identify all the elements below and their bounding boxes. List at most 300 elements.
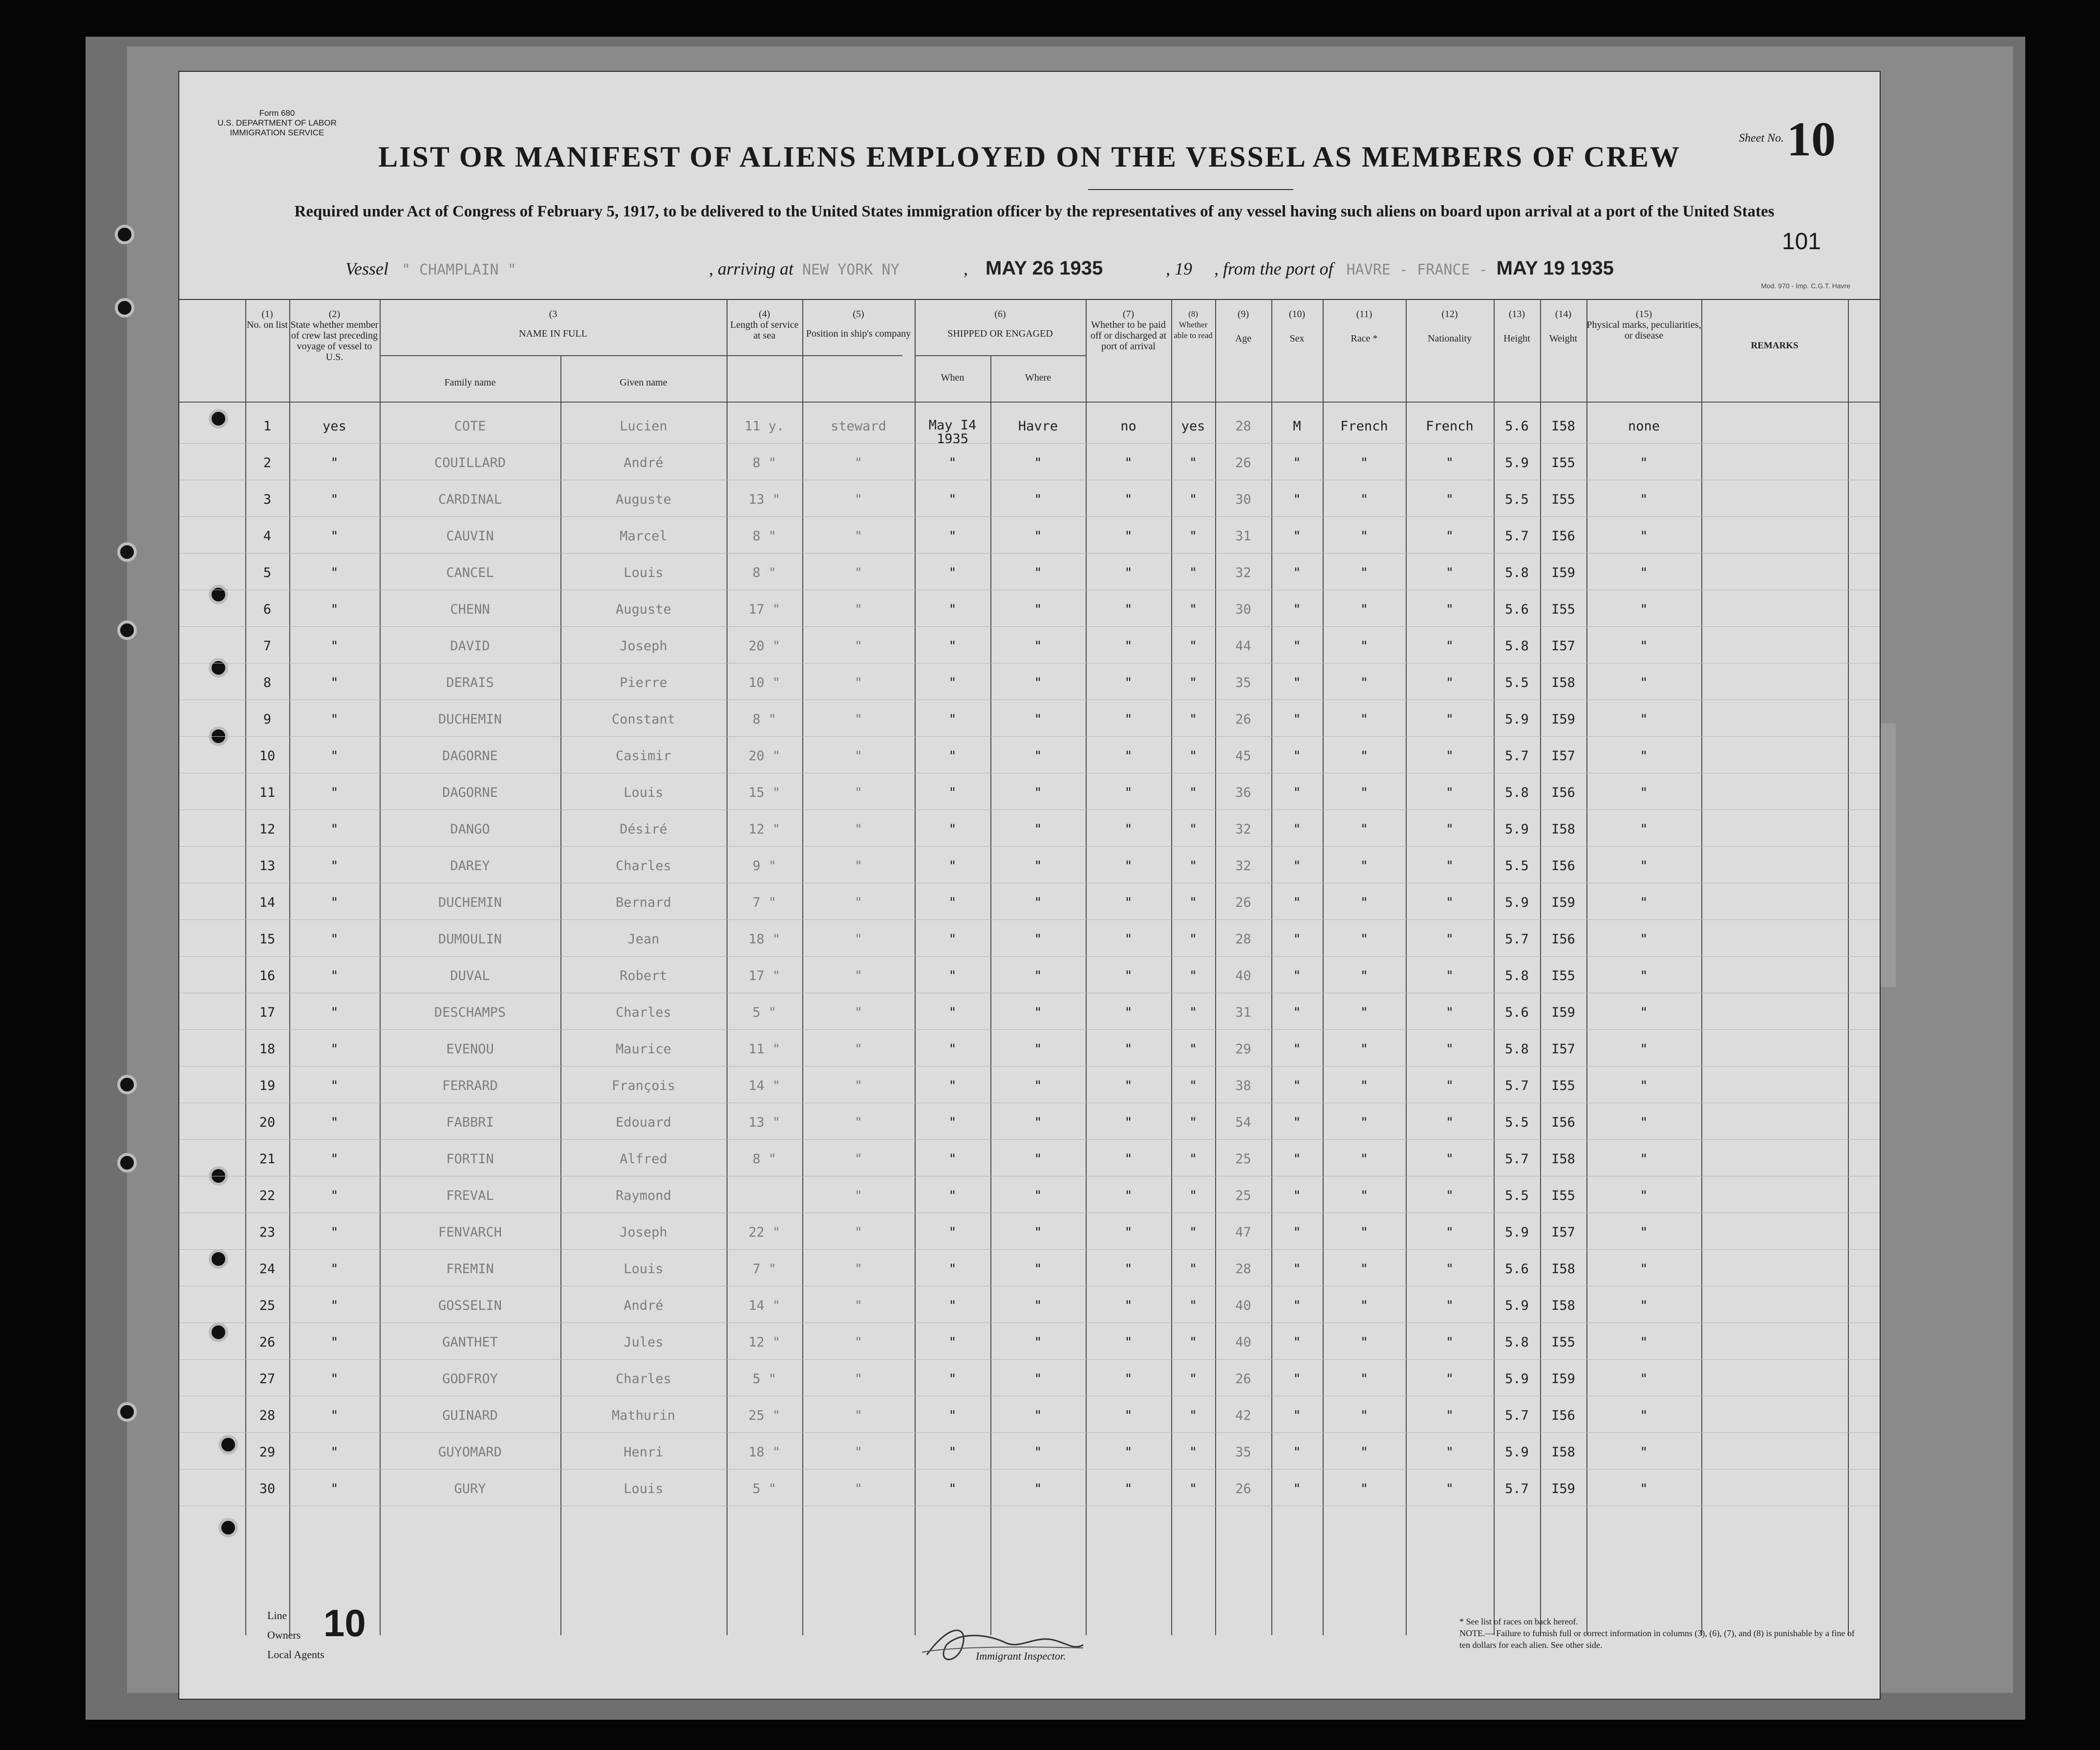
cell-given: André bbox=[623, 455, 664, 470]
cell-race: " bbox=[1360, 639, 1369, 654]
cell-weight: I59 bbox=[1551, 1481, 1575, 1496]
cell-marks: " bbox=[1640, 1261, 1648, 1277]
cell-service: 12 " bbox=[748, 1335, 781, 1350]
cell-where: " bbox=[1034, 895, 1042, 910]
table-row bbox=[179, 565, 1880, 602]
cell-nat: " bbox=[1445, 1261, 1454, 1277]
cell-where: " bbox=[1034, 1371, 1042, 1387]
punch-hole bbox=[117, 1153, 137, 1173]
table-row bbox=[179, 639, 1880, 675]
cell-height: 5.6 bbox=[1505, 1261, 1529, 1277]
cell-family: CANCEL bbox=[446, 565, 494, 580]
cell-read: " bbox=[1189, 1481, 1198, 1496]
cell-height: 5.8 bbox=[1505, 639, 1529, 654]
cell-height: 5.9 bbox=[1505, 895, 1529, 910]
cell-marks: " bbox=[1640, 932, 1648, 947]
table-row bbox=[179, 419, 1880, 455]
cell-prev: " bbox=[330, 822, 339, 837]
cell-marks: " bbox=[1640, 455, 1648, 470]
cell-height: 5.5 bbox=[1505, 1115, 1529, 1130]
cell-given: Edouard bbox=[616, 1115, 671, 1130]
punch-hole bbox=[115, 298, 134, 318]
races-note: * See list of races on back hereof. bbox=[1459, 1617, 1578, 1626]
table-row bbox=[179, 1115, 1880, 1152]
cell-height: 5.9 bbox=[1505, 712, 1529, 727]
cell-service: 20 " bbox=[748, 748, 781, 764]
cell-sex: " bbox=[1293, 785, 1301, 800]
cell-position: " bbox=[854, 895, 863, 910]
cell-given: Joseph bbox=[620, 1225, 667, 1240]
cell-sex: " bbox=[1293, 1078, 1301, 1093]
cell-position: " bbox=[854, 675, 863, 690]
cell-nat: " bbox=[1445, 712, 1454, 727]
cell-race: " bbox=[1360, 1078, 1369, 1093]
cell-position: " bbox=[854, 455, 863, 470]
cell-position: " bbox=[854, 1152, 863, 1167]
cell-race: " bbox=[1360, 932, 1369, 947]
cell-read: " bbox=[1189, 1298, 1198, 1313]
cell-family: DAGORNE bbox=[442, 785, 498, 800]
cell-family: FREMIN bbox=[446, 1261, 494, 1277]
cell-service: 8 " bbox=[752, 712, 776, 727]
table-row bbox=[179, 602, 1880, 639]
line-value: 10 bbox=[323, 1601, 366, 1644]
cell-age: 40 bbox=[1235, 968, 1251, 983]
cell-position: " bbox=[854, 712, 863, 727]
cell-weight: I55 bbox=[1551, 968, 1575, 983]
cell-when: " bbox=[948, 1188, 957, 1203]
cell-weight: I55 bbox=[1551, 455, 1575, 470]
cell-family: DAREY bbox=[450, 858, 490, 874]
cell-weight: I56 bbox=[1551, 529, 1575, 544]
cell-family: DERAIS bbox=[446, 675, 494, 690]
table-row bbox=[179, 492, 1880, 529]
cell-weight: I55 bbox=[1551, 1078, 1575, 1093]
cell-race: " bbox=[1360, 1115, 1369, 1130]
cell-marks: none bbox=[1628, 419, 1660, 434]
cell-family: CHENN bbox=[450, 602, 490, 617]
cell-height: 5.7 bbox=[1505, 932, 1529, 947]
cell-when: " bbox=[948, 712, 957, 727]
cell-weight: I55 bbox=[1551, 492, 1575, 507]
cell-no: 27 bbox=[259, 1371, 276, 1387]
cell-race: " bbox=[1360, 529, 1369, 544]
cell-service: 5 " bbox=[752, 1481, 776, 1496]
cell-height: 5.8 bbox=[1505, 565, 1529, 580]
cell-marks: " bbox=[1640, 675, 1648, 690]
cell-position: " bbox=[854, 748, 863, 764]
cell-age: 25 bbox=[1235, 1152, 1251, 1167]
cell-paid: " bbox=[1124, 748, 1133, 764]
cell-prev: " bbox=[330, 1371, 339, 1387]
cell-family: DUCHEMIN bbox=[438, 895, 502, 910]
cell-weight: I58 bbox=[1551, 1261, 1575, 1277]
cell-service: 25 " bbox=[748, 1408, 781, 1423]
cell-paid: " bbox=[1124, 1152, 1133, 1167]
cell-paid: " bbox=[1124, 565, 1133, 580]
cell-read: " bbox=[1189, 602, 1198, 617]
cell-no: 22 bbox=[259, 1188, 276, 1203]
arriving-port: NEW YORK NY bbox=[802, 261, 900, 278]
row-rule bbox=[179, 919, 1880, 920]
cell-weight: I55 bbox=[1551, 1335, 1575, 1350]
cell-when: " bbox=[948, 639, 957, 654]
cell-paid: " bbox=[1124, 455, 1133, 470]
cell-paid: " bbox=[1124, 1078, 1133, 1093]
cell-where: " bbox=[1034, 858, 1042, 874]
cell-read: " bbox=[1189, 1445, 1198, 1460]
cell-where: " bbox=[1034, 1152, 1042, 1167]
cell-marks: " bbox=[1640, 1225, 1648, 1240]
cell-family: DAGORNE bbox=[442, 748, 498, 764]
cell-sex: " bbox=[1293, 455, 1301, 470]
cell-service: 14 " bbox=[748, 1298, 781, 1313]
cell-race: " bbox=[1360, 895, 1369, 910]
cell-prev: " bbox=[330, 529, 339, 544]
cell-height: 5.9 bbox=[1505, 1225, 1529, 1240]
cell-race: " bbox=[1360, 1261, 1369, 1277]
row-rule bbox=[179, 516, 1880, 517]
row-rule bbox=[179, 1139, 1880, 1140]
cell-weight: I58 bbox=[1551, 1445, 1575, 1460]
cell-sex: " bbox=[1293, 529, 1301, 544]
cell-position: " bbox=[854, 968, 863, 983]
cell-sex: " bbox=[1293, 895, 1301, 910]
cell-height: 5.6 bbox=[1505, 419, 1529, 434]
cell-sex: " bbox=[1293, 1298, 1301, 1313]
cell-read: " bbox=[1189, 529, 1198, 544]
cell-age: 35 bbox=[1235, 675, 1251, 690]
cell-race: " bbox=[1360, 565, 1369, 580]
cell-prev: " bbox=[330, 895, 339, 910]
cell-service: 12 " bbox=[748, 822, 781, 837]
cell-age: 38 bbox=[1235, 1078, 1251, 1093]
cell-height: 5.5 bbox=[1505, 492, 1529, 507]
cell-given: Lucien bbox=[620, 419, 667, 434]
row-rule bbox=[179, 1469, 1880, 1470]
cell-prev: " bbox=[330, 785, 339, 800]
table-row bbox=[179, 675, 1880, 712]
cell-race: " bbox=[1360, 1225, 1369, 1240]
punch-hole bbox=[117, 620, 137, 640]
arriving-label: , arriving at bbox=[708, 259, 793, 278]
punch-hole bbox=[117, 1402, 137, 1422]
row-rule bbox=[179, 1432, 1880, 1433]
cell-age: 32 bbox=[1235, 822, 1251, 837]
cell-prev: " bbox=[330, 1225, 339, 1240]
form-number: Form 680 bbox=[259, 108, 295, 118]
cell-paid: no bbox=[1120, 419, 1136, 434]
cell-family: FORTIN bbox=[446, 1152, 494, 1167]
cell-service: 17 " bbox=[748, 968, 781, 983]
cell-age: 26 bbox=[1235, 895, 1251, 910]
cell-marks: " bbox=[1640, 968, 1648, 983]
cell-age: 47 bbox=[1235, 1225, 1251, 1240]
cell-read: " bbox=[1189, 1371, 1198, 1387]
line-label: Line bbox=[267, 1609, 287, 1622]
cell-read: yes bbox=[1181, 419, 1205, 434]
cell-given: Casimir bbox=[616, 748, 671, 764]
cell-when: " bbox=[948, 1078, 957, 1093]
table-row bbox=[179, 1005, 1880, 1042]
cell-race: " bbox=[1360, 675, 1369, 690]
cell-when: " bbox=[948, 785, 957, 800]
cell-marks: " bbox=[1640, 1445, 1648, 1460]
row-rule bbox=[179, 443, 1880, 444]
cell-when: " bbox=[948, 455, 957, 470]
cell-family: DUVAL bbox=[450, 968, 490, 983]
cell-position: " bbox=[854, 1371, 863, 1387]
cell-sex: " bbox=[1293, 1225, 1301, 1240]
cell-age: 36 bbox=[1235, 785, 1251, 800]
table-row bbox=[179, 1261, 1880, 1298]
cell-sex: " bbox=[1293, 1042, 1301, 1057]
cell-read: " bbox=[1189, 1225, 1198, 1240]
cell-weight: I57 bbox=[1551, 748, 1575, 764]
cell-when: " bbox=[948, 822, 957, 837]
cell-when: " bbox=[948, 565, 957, 580]
cell-marks: " bbox=[1640, 785, 1648, 800]
cell-position: " bbox=[854, 1188, 863, 1203]
cell-age: 28 bbox=[1235, 419, 1251, 434]
table-row bbox=[179, 1335, 1880, 1371]
cell-service: 11 " bbox=[748, 1042, 781, 1057]
row-rule bbox=[179, 1066, 1880, 1067]
cell-height: 5.8 bbox=[1505, 968, 1529, 983]
table-row bbox=[179, 455, 1880, 492]
cell-weight: I57 bbox=[1551, 639, 1575, 654]
cell-where: " bbox=[1034, 785, 1042, 800]
cell-given: Robert bbox=[620, 968, 667, 983]
cell-when: " bbox=[948, 1371, 957, 1387]
cell-service: 17 " bbox=[748, 602, 781, 617]
row-rule bbox=[179, 1029, 1880, 1030]
cell-position: " bbox=[854, 1005, 863, 1020]
cell-height: 5.9 bbox=[1505, 822, 1529, 837]
cell-prev: " bbox=[330, 858, 339, 874]
cell-given: Louis bbox=[623, 1261, 664, 1277]
cell-position: " bbox=[854, 785, 863, 800]
cell-race: " bbox=[1360, 1005, 1369, 1020]
header-name: (3 NAME IN FULL bbox=[519, 309, 587, 339]
cell-age: 28 bbox=[1235, 932, 1251, 947]
cell-family: DESCHAMPS bbox=[434, 1005, 506, 1020]
cell-height: 5.7 bbox=[1505, 1078, 1529, 1093]
cell-height: 5.9 bbox=[1505, 1445, 1529, 1460]
header-read: (8) Whether able to read bbox=[1174, 309, 1213, 340]
cell-position: " bbox=[854, 858, 863, 874]
cell-age: 44 bbox=[1235, 639, 1251, 654]
cell-when: " bbox=[948, 748, 957, 764]
cell-no: 12 bbox=[259, 822, 276, 837]
cell-sex: " bbox=[1293, 639, 1301, 654]
cell-height: 5.7 bbox=[1505, 529, 1529, 544]
cell-paid: " bbox=[1124, 1335, 1133, 1350]
cell-position: " bbox=[854, 822, 863, 837]
cell-position: " bbox=[854, 639, 863, 654]
cell-family: DUCHEMIN bbox=[438, 712, 502, 727]
cell-read: " bbox=[1189, 639, 1198, 654]
table-row bbox=[179, 858, 1880, 895]
cell-race: " bbox=[1360, 1481, 1369, 1496]
cell-race: " bbox=[1360, 1335, 1369, 1350]
cell-no: 29 bbox=[259, 1445, 276, 1460]
row-rule bbox=[179, 553, 1880, 554]
cell-prev: " bbox=[330, 1445, 339, 1460]
cell-read: " bbox=[1189, 455, 1198, 470]
cell-age: 35 bbox=[1235, 1445, 1251, 1460]
cell-position: " bbox=[854, 1115, 863, 1130]
table-top-rule bbox=[179, 299, 1880, 300]
arrival-date-stamp: MAY 26 1935 bbox=[986, 257, 1103, 279]
cell-when: " bbox=[948, 675, 957, 690]
cell-age: 28 bbox=[1235, 1261, 1251, 1277]
header-bottom-rule bbox=[179, 402, 1880, 403]
table-row bbox=[179, 529, 1880, 565]
cell-paid: " bbox=[1124, 1408, 1133, 1423]
cell-no: 3 bbox=[263, 492, 272, 507]
header-height: (13) Height bbox=[1503, 309, 1530, 344]
cell-no: 14 bbox=[259, 895, 276, 910]
cell-prev: " bbox=[330, 748, 339, 764]
cell-no: 5 bbox=[263, 565, 272, 580]
header-race: (11) Race * bbox=[1350, 309, 1378, 344]
cell-paid: " bbox=[1124, 492, 1133, 507]
header-paid-off: (7) Whether to be paid off or discharged at port of arrival bbox=[1090, 309, 1167, 352]
cell-read: " bbox=[1189, 1408, 1198, 1423]
cell-paid: " bbox=[1124, 1225, 1133, 1240]
cell-where: " bbox=[1034, 1005, 1042, 1020]
cell-no: 6 bbox=[263, 602, 272, 617]
cell-family: FENVARCH bbox=[438, 1225, 502, 1240]
cell-marks: " bbox=[1640, 1335, 1648, 1350]
cell-given: Jules bbox=[623, 1335, 664, 1350]
from-label: , from the port of bbox=[1214, 259, 1333, 278]
title-underline bbox=[1088, 189, 1293, 190]
manifest-table bbox=[179, 299, 1880, 1635]
row-rule bbox=[179, 846, 1880, 847]
cell-sex: " bbox=[1293, 822, 1301, 837]
cell-nat: " bbox=[1445, 1445, 1454, 1460]
cell-service: 13 " bbox=[748, 492, 781, 507]
cell-nat: " bbox=[1445, 1225, 1454, 1240]
departure-date-stamp: MAY 19 1935 bbox=[1496, 257, 1614, 279]
cell-when: " bbox=[948, 858, 957, 874]
cell-read: " bbox=[1189, 895, 1198, 910]
cell-no: 11 bbox=[259, 785, 276, 800]
footer-labels bbox=[267, 1606, 324, 1665]
cell-given: Maurice bbox=[616, 1042, 671, 1057]
cell-prev: " bbox=[330, 712, 339, 727]
cell-no: 23 bbox=[259, 1225, 276, 1240]
cell-nat: " bbox=[1445, 748, 1454, 764]
cell-no: 25 bbox=[259, 1298, 276, 1313]
vessel-name: " CHAMPLAIN " bbox=[401, 261, 516, 278]
table-row bbox=[179, 712, 1880, 748]
cell-nat: French bbox=[1426, 419, 1474, 434]
cell-sex: " bbox=[1293, 932, 1301, 947]
cell-marks: " bbox=[1640, 1005, 1648, 1020]
cell-age: 25 bbox=[1235, 1188, 1251, 1203]
cell-height: 5.8 bbox=[1505, 1335, 1529, 1350]
cell-prev: " bbox=[330, 639, 339, 654]
cell-weight: I57 bbox=[1551, 1225, 1575, 1240]
cell-sex: " bbox=[1293, 748, 1301, 764]
cell-position: " bbox=[854, 529, 863, 544]
cell-paid: " bbox=[1124, 639, 1133, 654]
cell-family: DANGO bbox=[450, 822, 490, 837]
cell-paid: " bbox=[1124, 1188, 1133, 1203]
header-when: When bbox=[941, 372, 964, 383]
cell-position: " bbox=[854, 1298, 863, 1313]
cell-family: FERRARD bbox=[442, 1078, 498, 1093]
cell-weight: I55 bbox=[1551, 602, 1575, 617]
punch-hole bbox=[117, 542, 137, 562]
page-title: LIST OR MANIFEST OF ALIENS EMPLOYED ON THE VESSEL AS MEMBERS OF CREW bbox=[378, 141, 1681, 173]
cell-no: 15 bbox=[259, 932, 276, 947]
cell-prev: " bbox=[330, 1408, 339, 1423]
cell-family: COTE bbox=[454, 419, 486, 434]
cell-nat: " bbox=[1445, 1042, 1454, 1057]
cell-given: Louis bbox=[623, 785, 664, 800]
cell-when: " bbox=[948, 1298, 957, 1313]
cell-weight: I59 bbox=[1551, 895, 1575, 910]
cell-age: 26 bbox=[1235, 1371, 1251, 1387]
cell-given: Louis bbox=[623, 565, 664, 580]
cell-where: " bbox=[1034, 1225, 1042, 1240]
cell-read: " bbox=[1189, 492, 1198, 507]
cell-read: " bbox=[1189, 1261, 1198, 1277]
cell-nat: " bbox=[1445, 529, 1454, 544]
cell-age: 45 bbox=[1235, 748, 1251, 764]
cell-paid: " bbox=[1124, 932, 1133, 947]
cell-paid: " bbox=[1124, 712, 1133, 727]
cell-position: " bbox=[854, 602, 863, 617]
cell-height: 5.8 bbox=[1505, 1042, 1529, 1057]
cell-where: " bbox=[1034, 602, 1042, 617]
shipped-subheader-rule bbox=[915, 355, 1086, 356]
cell-age: 30 bbox=[1235, 492, 1251, 507]
cell-marks: " bbox=[1640, 1371, 1648, 1387]
cell-height: 5.5 bbox=[1505, 675, 1529, 690]
cell-nat: " bbox=[1445, 1371, 1454, 1387]
cell-family: FABBRI bbox=[446, 1115, 494, 1130]
cell-prev: " bbox=[330, 455, 339, 470]
form-service: IMMIGRATION SERVICE bbox=[230, 128, 324, 137]
cell-sex: " bbox=[1293, 858, 1301, 874]
cell-paid: " bbox=[1124, 895, 1133, 910]
cell-nat: " bbox=[1445, 1152, 1454, 1167]
penalty-note: NOTE.— Failure to furnish full or correct information in columns (3), (6), (7), and (8) is punishable by a fine of ten dollars for each alien. See other side. bbox=[1459, 1628, 1855, 1650]
cell-prev: " bbox=[330, 1261, 339, 1277]
footer-notes bbox=[1459, 1616, 1860, 1651]
cell-sex: " bbox=[1293, 1481, 1301, 1496]
cell-where: " bbox=[1034, 1188, 1042, 1203]
header-shipped: (6) SHIPPED OR ENGAGED bbox=[947, 309, 1053, 339]
cell-paid: " bbox=[1124, 1445, 1133, 1460]
cell-no: 13 bbox=[259, 858, 276, 874]
cell-family: GODFROY bbox=[442, 1371, 498, 1387]
sheet-value: 10 bbox=[1787, 112, 1836, 166]
header-position: (5) Position in ship's company bbox=[806, 309, 911, 339]
cell-nat: " bbox=[1445, 639, 1454, 654]
cell-prev: " bbox=[330, 492, 339, 507]
vessel-label: Vessel bbox=[345, 259, 388, 278]
cell-service: 5 " bbox=[752, 1005, 776, 1020]
name-subheader-rule bbox=[380, 355, 902, 356]
cell-when: " bbox=[948, 1152, 957, 1167]
cell-position: " bbox=[854, 932, 863, 947]
